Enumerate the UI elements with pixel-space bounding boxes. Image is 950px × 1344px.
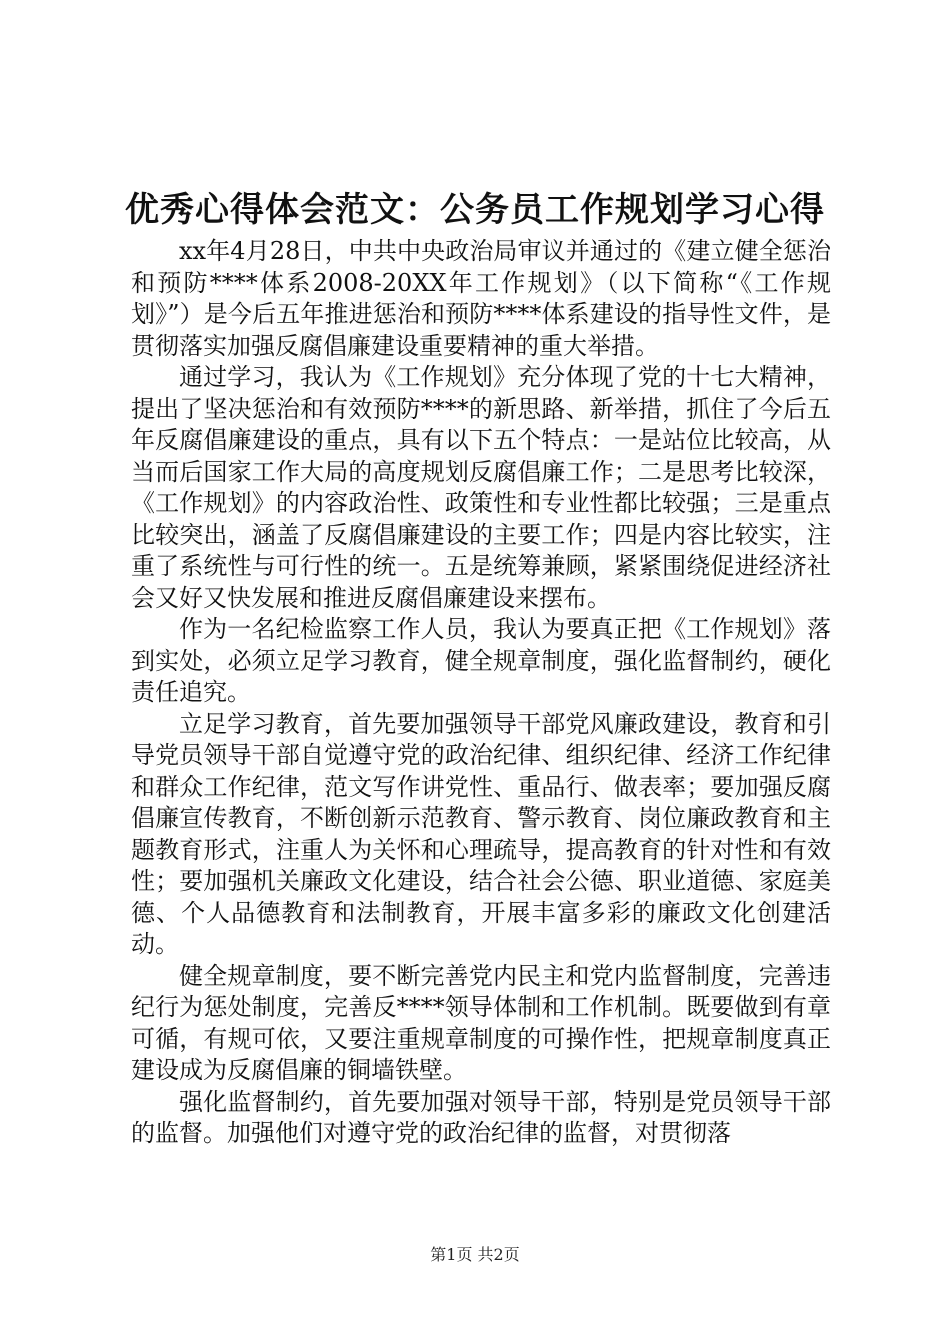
document-title: 优秀心得体会范文：公务员工作规划学习心得	[125, 190, 825, 230]
document-body	[131, 236, 831, 1150]
paragraph-1: xx年4月28日，中共中央政治局审议并通过的《建立健全惩治和预防****体系2008-20XX年工作规划》（以下简称“《工作规划》”）是今后五年推进惩治和预防****体系建设的指导性文件，是贯彻落实加强反腐倡廉建设重要精神的重大举措。	[131, 237, 831, 360]
paragraph-2: 通过学习，我认为《工作规划》充分体现了党的十七大精神，提出了坚决惩治和有效预防****的新思路、新举措，抓住了今后五年反腐倡廉建设的重点，具有以下五个特点：一是站位比较高，从当而后国家工作大局的高度规划反腐倡廉工作；二是思考比较深，《工作规划》的内容政治性、政策性和专业性都比较强；三是重点比较突出，涵盖了反腐倡廉建设的主要工作；四是内容比较实，注重了系统性与可行性的统一。五是统筹兼顾，紧紧围绕促进经济社会又好又快发展和推进反腐倡廉建设来摆布。	[131, 363, 831, 612]
paragraph-3: 作为一名纪检监察工作人员，我认为要真正把《工作规划》落到实处，必须立足学习教育，健全规章制度，强化监督制约，硬化责任追究。	[131, 615, 831, 706]
page-number-footer: 第1页 共2页	[430, 1245, 520, 1264]
paragraph-5: 健全规章制度，要不断完善党内民主和党内监督制度，完善违纪行为惩处制度，完善反****领导体制和工作机制。既要做到有章可循，有规可依，又要注重规章制度的可操作性，把规章制度真正建设成为反腐倡廉的铜墙铁壁。	[131, 961, 831, 1084]
paragraph-6: 强化监督制约，首先要加强对领导干部，特别是党员领导干部的监督。加强他们对遵守党的政治纪律的监督，对贯彻落	[131, 1087, 831, 1147]
paragraph-4: 立足学习教育，首先要加强领导干部党风廉政建设，教育和引导党员领导干部自觉遵守党的政治纪律、组织纪律、经济工作纪律和群众工作纪律，范文写作讲党性、重品行、做表率；要加强反腐倡廉宣传教育，不断创新示范教育、警示教育、岗位廉政教育和主题教育形式，注重人为关怀和心理疏导，提高教育的针对性和有效性；要加强机关廉政文化建设，结合社会公德、职业道德、家庭美德、个人品德教育和法制教育，开展丰富多彩的廉政文化创建活动。	[131, 709, 831, 958]
